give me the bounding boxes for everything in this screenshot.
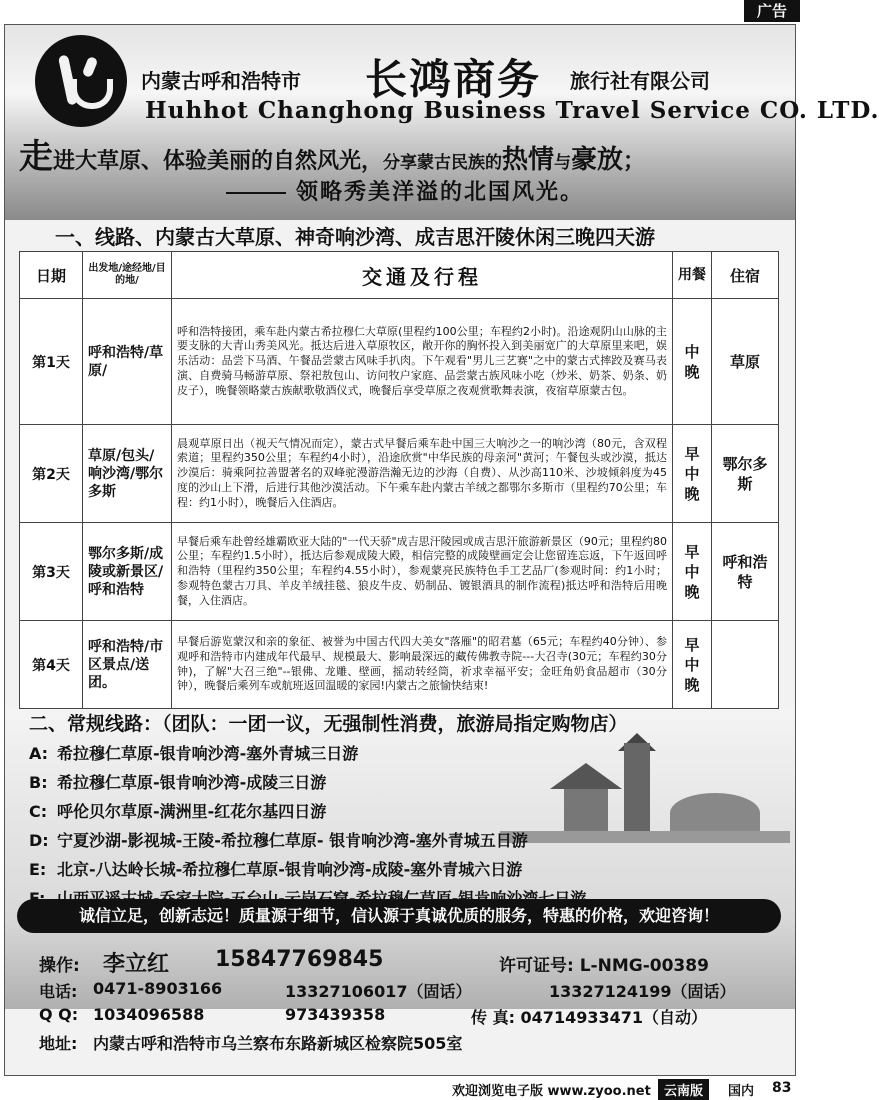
meal-cell: 早中晚 (673, 425, 712, 523)
advertisement-frame (4, 24, 879, 1076)
route-item (29, 797, 586, 826)
header (5, 25, 879, 220)
divider (226, 192, 286, 194)
qq-number: 1034096588 (93, 1005, 205, 1024)
route-text: 北京-八达岭长城-希拉穆仁草原-银肯响沙湾-成陵-塞外青城六日游 (57, 860, 523, 879)
plan-cell: 早餐后乘车赴曾经雄霸欧亚大陆的"一代天骄"成吉思汗陵园或成吉思汗旅游新景区（90元；里程约80公里；车程约1.5小时），抵达后参观成陵大殿，相信完整的成陵壁画定会让您留连忘返，下午返回呼和浩特（里程约350公里；车程约4.55小时），参观蒙亮民族特色手工艺品厂(参观时间：约1小时；参观特色蒙古刀具、羊皮羊绒挂毯、狼皮牛皮、奶制品、镀银酒具的制作流程)抵达呼和浩特后用晚餐，入住酒店。 (172, 523, 673, 621)
slogan-part: 进大草原、体验美丽的自然风光， (53, 149, 384, 174)
route-cell: 草原/包头/响沙湾/鄂尔多斯 (83, 425, 172, 523)
company-brand: 长鸿商务 (365, 55, 542, 104)
meal-cell: 早中晚 (673, 621, 712, 709)
route-letter: C: (29, 802, 48, 821)
company-logo (35, 35, 127, 127)
route-cell: 鄂尔多斯/成陵或新景区/呼和浩特 (83, 523, 172, 621)
section2-title: 二、常规线路：（团队：一团一议，无强制性消费，旅游局指定购物店） (29, 713, 628, 735)
route-text: 呼伦贝尔草原-满洲里-红花尔基四日游 (57, 802, 327, 821)
meal-cell: 早中晚 (673, 523, 712, 621)
route-list (29, 739, 586, 913)
stay-cell: 呼和浩特 (712, 523, 779, 621)
meal-cell: 中晚 (673, 299, 712, 425)
day-cell: 第4天 (20, 621, 83, 709)
section1-title: 一、线路、内蒙古大草原、神奇响沙湾、成吉思汗陵休闲三晚四天游 (55, 225, 655, 249)
footer-website: 欢迎浏览电子版 www.zyoo.net (452, 1084, 651, 1099)
route-text: 宁夏沙湖-影视城-王陵-希拉穆仁草原- 银肯响沙湾-塞外青城五日游 (57, 831, 528, 850)
route-letter: D: (29, 831, 49, 850)
table-row (20, 425, 779, 523)
plan-cell: 早餐后游览蒙汉和亲的象征、被誉为中国古代四大美女"落雁"的昭君墓（65元；车程约40分钟）、参观呼和浩特市内建成年代最早、规模最大、影响最深远的藏传佛教寺院---大召寺(30元；车程约30分钟)，了解"大召三绝"--银佛、龙雕、壁画，摇动转经筒，祈求幸福平安；金旺角奶食品超市（30分钟），晚餐后乘列车或航班返回温暖的家园!内蒙古之旅愉快结束! (172, 621, 673, 709)
header-plan: 交通及行程 (172, 252, 673, 299)
company-name-suffix: 旅行社有限公司 (570, 69, 710, 93)
route-text: 希拉穆仁草原-银肯响沙湾-塞外青城三日游 (57, 744, 359, 763)
section2 (5, 709, 795, 1053)
table-row (20, 523, 779, 621)
tagline (5, 175, 795, 206)
day-cell: 第1天 (20, 299, 83, 425)
route-item (29, 739, 586, 768)
operator-label: 操作: (39, 956, 80, 976)
slogan-part: ； (623, 149, 646, 174)
ad-label: 广告 (744, 0, 800, 22)
slogan-part: 豪放 (571, 145, 624, 175)
company-name-prefix: 内蒙古呼和浩特市 (141, 69, 301, 93)
header-route: 出发地/途经地/目的地/ (83, 252, 172, 299)
page-number: 83 (772, 1080, 792, 1096)
footer-category: 国内 (728, 1084, 755, 1099)
header-stay: 住宿 (712, 252, 779, 299)
promo-banner: 诚信立足，创新志远！质量源于细节，信认源于真诚优质的服务，特惠的价格，欢迎咨询！ (17, 899, 781, 933)
footer-edition: 云南版 (658, 1079, 709, 1100)
table-row (20, 299, 779, 425)
phone-number: 13327106017（固话） (285, 982, 472, 1001)
route-item (29, 768, 586, 797)
slogan-part: 与 (554, 153, 572, 173)
logo-mark-icon (57, 53, 103, 109)
address-text: 内蒙古呼和浩特市乌兰察布东路新城区检察院505室 (93, 1034, 463, 1053)
stay-cell: 鄂尔多斯 (712, 425, 779, 523)
header-meal: 用餐 (673, 252, 712, 299)
tagline-text: 领略秀美洋溢的北国风光。 (295, 179, 584, 205)
address-label: 地址: (39, 1034, 78, 1053)
slogan-part: 分享蒙古民族的 (383, 153, 503, 173)
plan-cell: 晨观草原日出（视天气情况而定），蒙古式早餐后乘车赴中国三大响沙之一的响沙湾（80元，含双程索道；里程约350公里；车程约4小时），沿途欣赏"中华民族的母亲河"黄河；午餐包头或沙漠，抵达沙漠后：骑乘阿拉善盟著名的双峰驼漫游浩瀚无边的沙海（自费）、从沙高110米、沙坡倾斜度为45度的沙山上下滑，后进行其他沙漠活动。下午乘车赴内蒙古羊绒之都鄂尔多斯市（里程约70公里；车程：约1小时），晚餐后入住酒店。 (172, 425, 673, 523)
route-letter: E: (29, 860, 47, 879)
operator-name: 李立红 (103, 952, 170, 977)
route-cell: 呼和浩特/市区景点/送团。 (83, 621, 172, 709)
qq-label: Q Q: (39, 1005, 79, 1024)
table-row (20, 621, 779, 709)
itinerary-table (19, 251, 779, 709)
fax-number: 传 真: 04714933471（自动） (471, 1008, 708, 1027)
route-letter: A: (29, 744, 49, 763)
qq-number: 973439358 (285, 1005, 386, 1024)
route-item (29, 826, 586, 855)
stay-cell: 草原 (712, 299, 779, 425)
header-day: 日期 (20, 252, 83, 299)
table-header-row (20, 252, 779, 299)
slogan-word: 走 (19, 137, 53, 177)
license-number: 许可证号: L-NMG-00389 (499, 956, 709, 976)
route-text: 希拉穆仁草原-银肯响沙湾-成陵三日游 (57, 773, 327, 792)
slogan (19, 129, 789, 178)
operator-phone: 15847769845 (215, 947, 384, 972)
phone-label: 电话: (39, 982, 78, 1001)
company-name-english: Huhhot Changhong Business Travel Service CO. LTD. (145, 97, 879, 124)
route-cell: 呼和浩特/草原/ (83, 299, 172, 425)
plan-cell: 呼和浩特接团，乘车赴内蒙古希拉穆仁大草原(里程约100公里；车程约2小时)。沿途观阴山山脉的主要支脉的大青山秀美风光。抵达后进入草原牧区，敞开你的胸怀投入到美丽宽广的大草原里来吧，娱乐活动：品尝下马酒、午餐品尝蒙古风味手扒肉。下午观看"男儿三艺赛"之中的蒙古式摔跤及赛马表演、自费骑马畅游草原、祭祀敖包山、访问牧户家庭、品尝蒙古族风味小吃（炒米、奶茶、奶条、奶皮子），晚餐领略蒙古族献歌敬酒仪式，晚餐后享受草原之夜观赏歌舞表演，夜宿草原蒙古包。 (172, 299, 673, 425)
page-footer (0, 1078, 800, 1100)
phone-number: 13327124199（固话） (549, 982, 736, 1001)
stay-cell (712, 621, 779, 709)
slogan-part: 热情 (502, 145, 555, 175)
phone-number: 0471-8903166 (93, 979, 223, 998)
day-cell: 第2天 (20, 425, 83, 523)
route-item (29, 855, 586, 884)
day-cell: 第3天 (20, 523, 83, 621)
route-letter: B: (29, 773, 48, 792)
